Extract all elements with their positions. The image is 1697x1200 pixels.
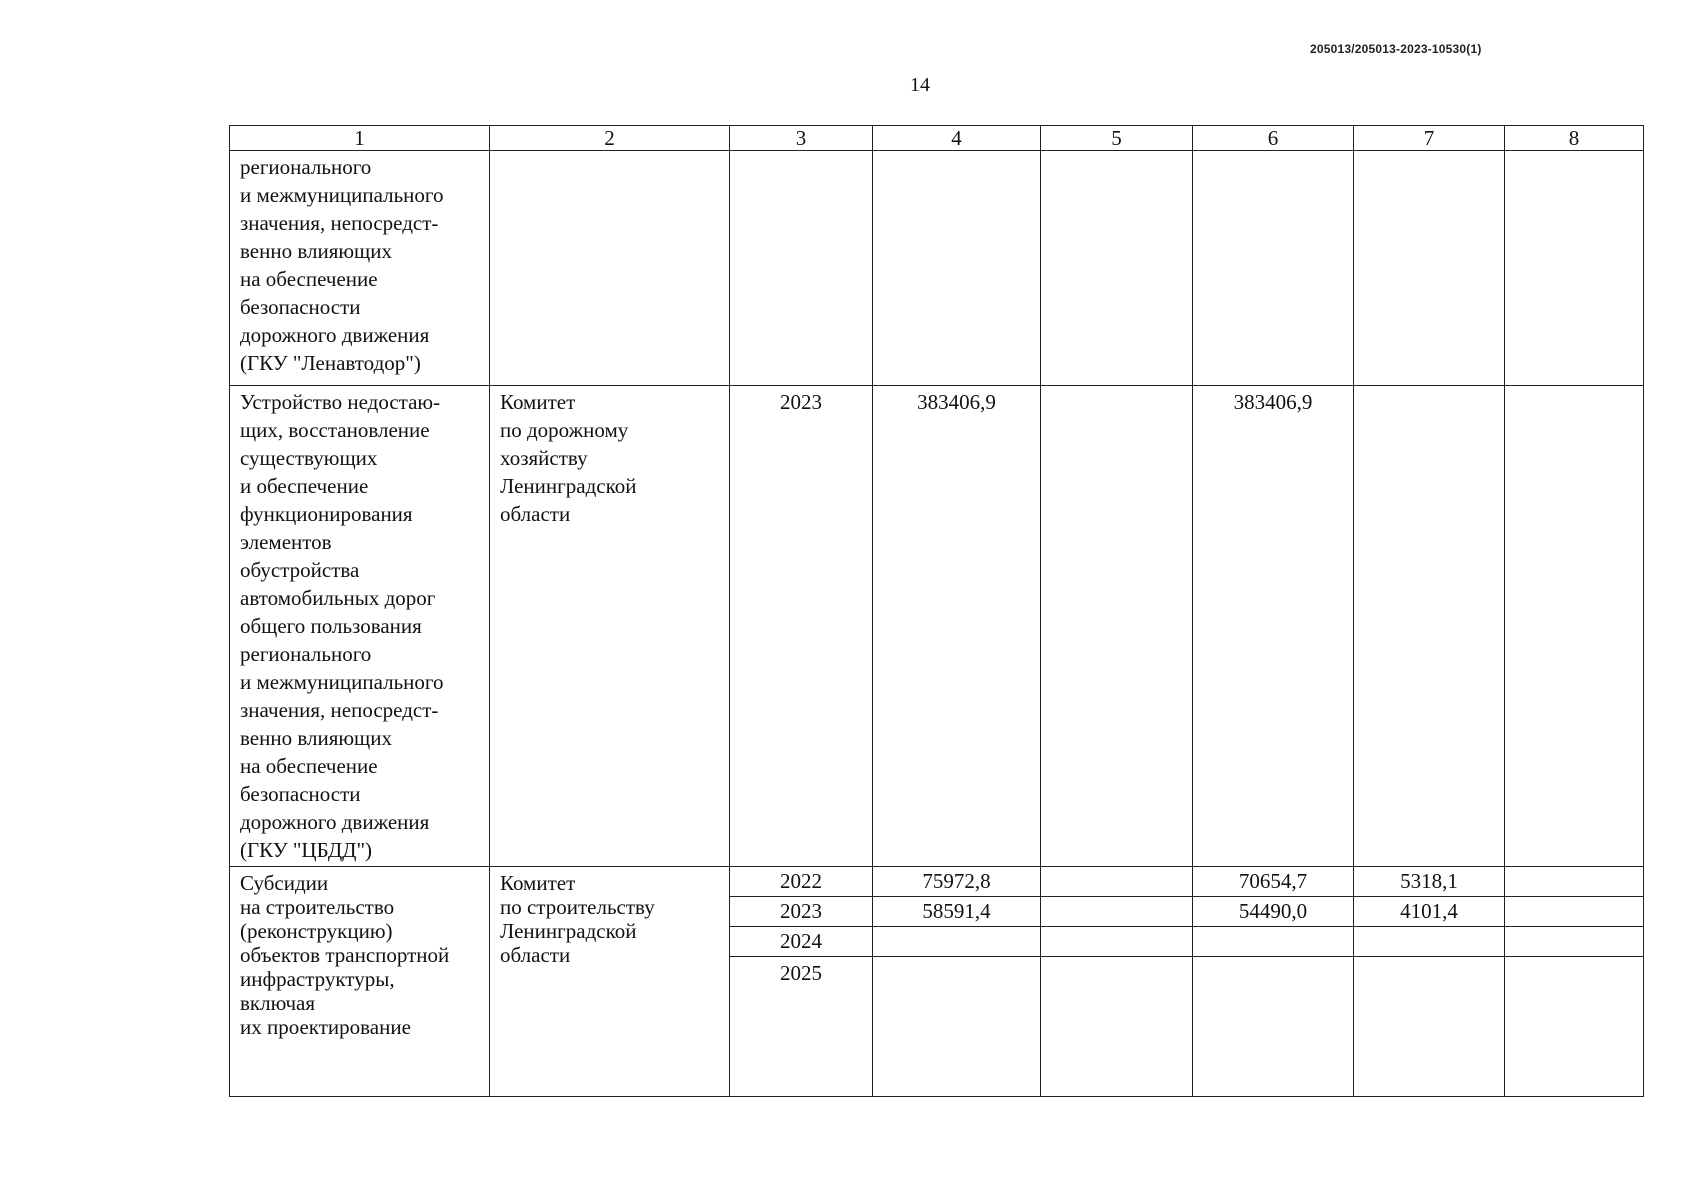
empty-cell	[730, 151, 873, 386]
total-cell	[873, 927, 1041, 957]
document-id: 205013/205013-2023-10530(1)	[1310, 42, 1482, 56]
value-cell: 70654,7	[1193, 867, 1354, 897]
value-cell: 4101,4	[1354, 897, 1505, 927]
value-cell: 383406,9	[1193, 386, 1354, 867]
value-cell	[1193, 957, 1354, 1097]
total-cell: 75972,8	[873, 867, 1041, 897]
column-header: 6	[1193, 126, 1354, 151]
value-cell	[1505, 957, 1644, 1097]
total-cell: 383406,9	[873, 386, 1041, 867]
executor-cell: Комитет по дорожному хозяйству Ленинградской области	[490, 386, 730, 867]
activity-name-cell: регионального и межмуниципального значения, непосредст- венно влияющих на обеспечение безопасности дорожного движения (ГКУ "Ленавтодор")	[230, 151, 490, 386]
page-number: 14	[910, 74, 930, 96]
value-cell	[1041, 386, 1193, 867]
value-cell	[1505, 386, 1644, 867]
empty-cell	[1354, 151, 1505, 386]
value-cell	[1041, 867, 1193, 897]
value-cell	[1193, 927, 1354, 957]
empty-cell	[1041, 151, 1193, 386]
column-number-row	[230, 126, 1644, 151]
column-header: 2	[490, 126, 730, 151]
value-cell	[1354, 386, 1505, 867]
value-cell	[1041, 897, 1193, 927]
table-row	[230, 386, 1644, 867]
data-table	[229, 125, 1644, 1097]
year-cell: 2023	[730, 897, 873, 927]
total-cell	[873, 957, 1041, 1097]
column-header: 1	[230, 126, 490, 151]
empty-cell	[873, 151, 1041, 386]
year-cell: 2023	[730, 386, 873, 867]
activity-name-cell: Устройство недостаю- щих, восстановление существующих и обеспечение функционирования элементов обустройства автомобильных дорог общего пользования регионального и межмуниципального значения, непосредст- венно влияющих на обеспечение безопасности дорожного движения (ГКУ "ЦБДД")	[230, 386, 490, 867]
value-cell	[1505, 867, 1644, 897]
total-cell: 58591,4	[873, 897, 1041, 927]
year-cell: 2025	[730, 957, 873, 1097]
value-cell	[1505, 927, 1644, 957]
activity-name-cell: Субсидии на строительство (реконструкцию) объектов транспортной инфраструктуры, включая их проектирование	[230, 867, 490, 1097]
value-cell	[1041, 957, 1193, 1097]
table-row	[230, 151, 1644, 386]
empty-cell	[1505, 151, 1644, 386]
value-cell	[1041, 927, 1193, 957]
column-header: 3	[730, 126, 873, 151]
value-cell	[1354, 957, 1505, 1097]
column-header: 5	[1041, 126, 1193, 151]
executor-cell: Комитет по строительству Ленинградской области	[490, 867, 730, 1097]
value-cell	[1354, 927, 1505, 957]
column-header: 7	[1354, 126, 1505, 151]
table-row	[230, 867, 1644, 897]
value-cell: 54490,0	[1193, 897, 1354, 927]
empty-cell	[1193, 151, 1354, 386]
empty-cell	[490, 151, 730, 386]
year-cell: 2024	[730, 927, 873, 957]
value-cell	[1505, 897, 1644, 927]
column-header: 4	[873, 126, 1041, 151]
year-cell: 2022	[730, 867, 873, 897]
value-cell: 5318,1	[1354, 867, 1505, 897]
column-header: 8	[1505, 126, 1644, 151]
